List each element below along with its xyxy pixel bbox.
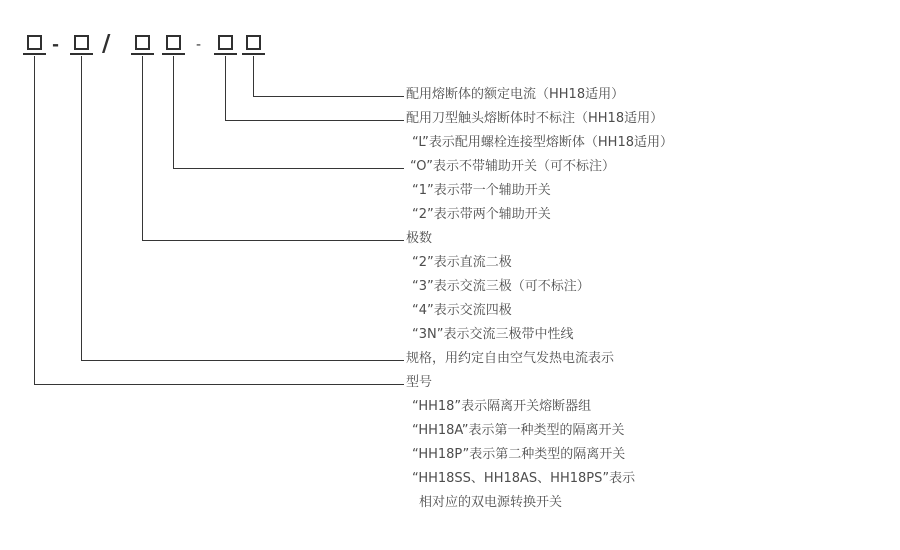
model-code-box-spec bbox=[74, 35, 89, 50]
model-code-box-fuse-type bbox=[218, 35, 233, 50]
label-bolt-connection-fuse: “L”表示配用螺栓连接型熔断体（HH18适用） bbox=[412, 135, 673, 150]
label-poles-ac-three-n: “3N”表示交流三极带中性线 bbox=[412, 327, 574, 342]
label-model-hh18p: “HH18P”表示第二种类型的隔离开关 bbox=[412, 447, 626, 462]
label-aux-switch-two: “2”表示带两个辅助开关 bbox=[412, 207, 551, 222]
label-model-hh18a: “HH18A”表示第一种类型的隔离开关 bbox=[412, 423, 625, 438]
box-underline bbox=[242, 53, 265, 55]
label-poles-dc-two: “2”表示直流二极 bbox=[412, 255, 512, 270]
label-poles: 极数 bbox=[406, 231, 433, 246]
model-code-box-poles bbox=[135, 35, 150, 50]
label-fuse-rated-current: 配用熔断体的额定电流（HH18适用） bbox=[406, 87, 625, 102]
label-model-hh18: “HH18”表示隔离开关熔断器组 bbox=[412, 399, 592, 414]
label-model-dual-power: “HH18SS、HH18AS、HH18PS”表示 bbox=[412, 471, 636, 486]
dash-separator-2: - bbox=[196, 37, 202, 53]
label-model-dual-power-2: 相对应的双电源转换开关 bbox=[419, 495, 563, 510]
connector-type bbox=[34, 56, 404, 385]
box-underline bbox=[23, 53, 46, 55]
model-code-box-fuse-current bbox=[246, 35, 261, 50]
slash-separator: / bbox=[102, 31, 111, 57]
label-aux-switch-one: “1”表示带一个辅助开关 bbox=[412, 183, 551, 198]
label-knife-contact-fuse: 配用刀型触头熔断体时不标注（HH18适用） bbox=[406, 111, 664, 126]
label-spec: 规格，用约定自由空气发热电流表示 bbox=[406, 351, 615, 366]
box-underline bbox=[162, 53, 185, 55]
model-code-box-aux-switch bbox=[166, 35, 181, 50]
box-underline bbox=[214, 53, 237, 55]
label-poles-ac-three: “3”表示交流三极（可不标注） bbox=[412, 279, 590, 294]
box-underline bbox=[70, 53, 93, 55]
label-aux-switch-none: “O”表示不带辅助开关（可不标注） bbox=[410, 159, 616, 174]
model-code-box-type bbox=[27, 35, 42, 50]
label-model: 型号 bbox=[406, 375, 433, 390]
box-underline bbox=[131, 53, 154, 55]
dash-separator-1: - bbox=[52, 35, 60, 55]
label-poles-ac-four: “4”表示交流四极 bbox=[412, 303, 512, 318]
